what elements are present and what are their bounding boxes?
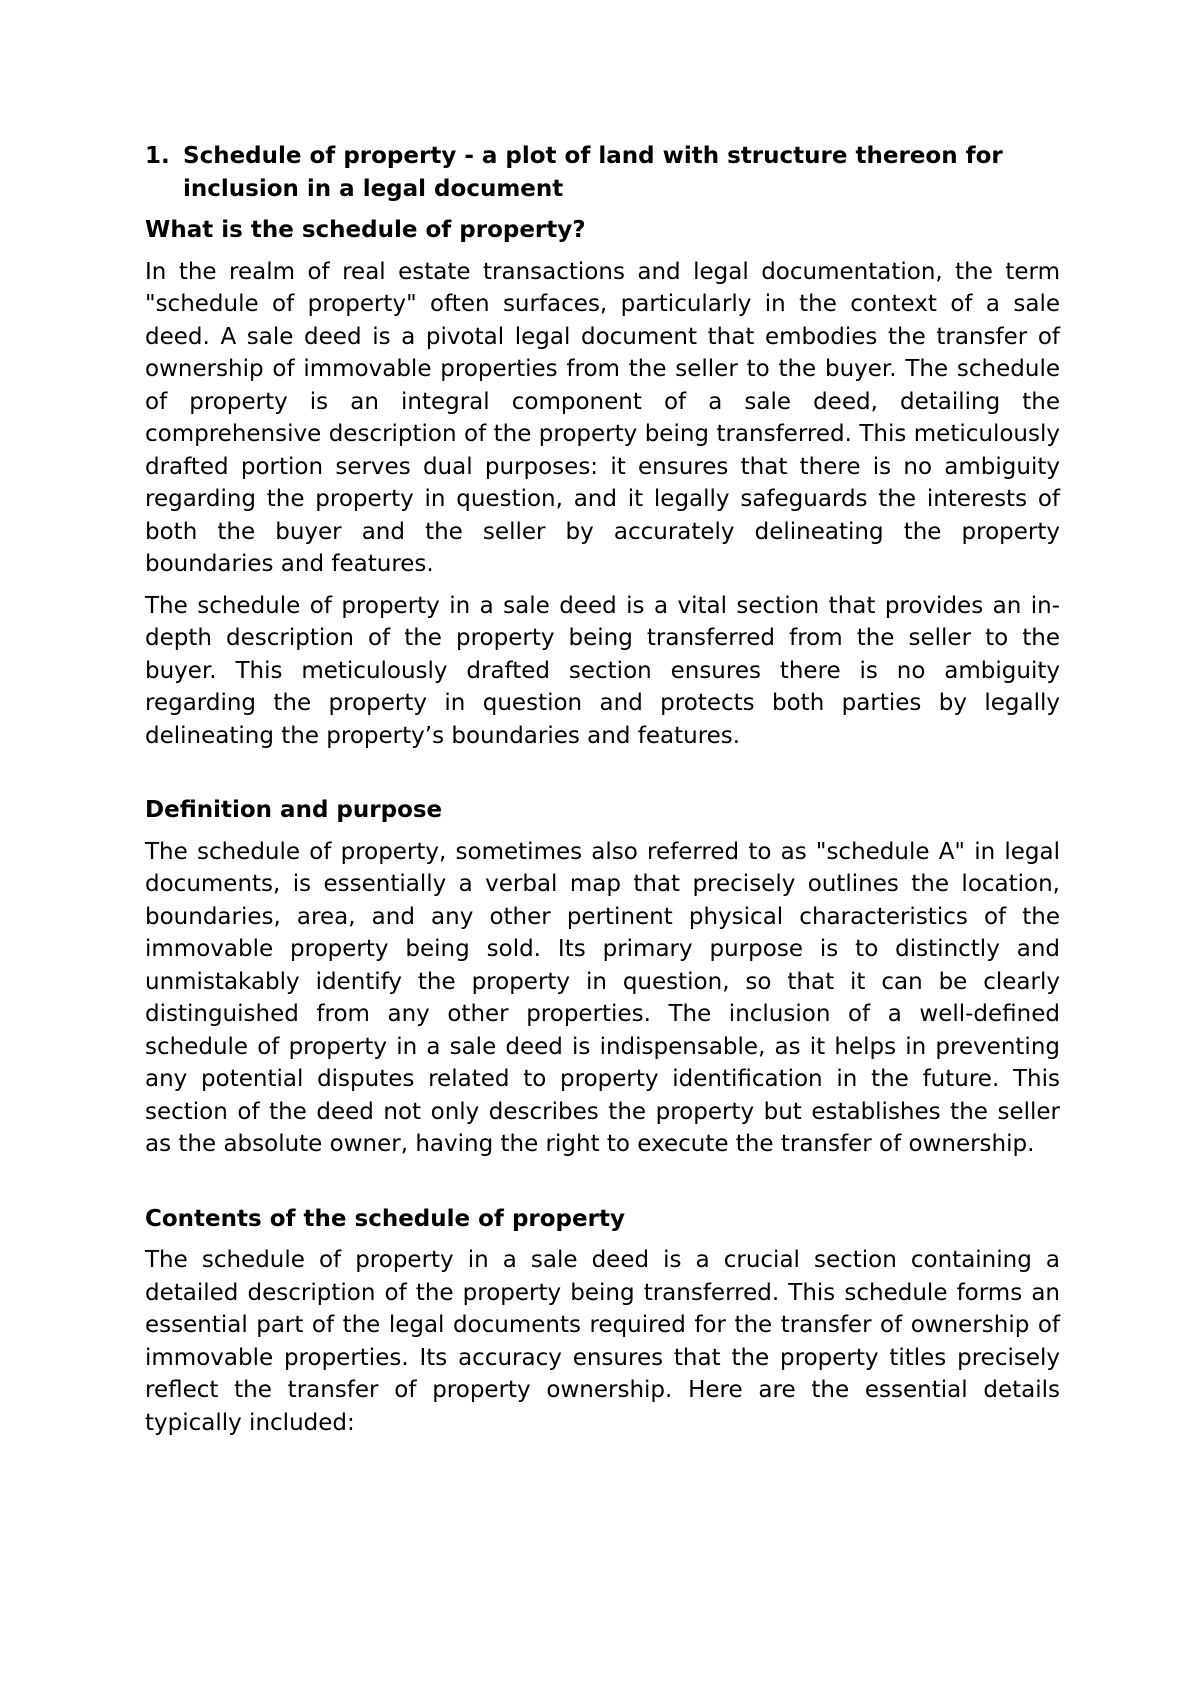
section-spacer: [145, 1170, 1060, 1203]
document-title: [145, 140, 1060, 205]
paragraph-summary: The schedule of property in a sale deed is a vital section that provides an in-depth description of the property being transferred from the seller to the buyer. This meticulously drafted section ensures there is no ambiguity regarding the property in question and protects both parties by legally delineating the property’s boundaries and features.: [145, 592, 1060, 749]
section-heading-definition: Definition and purpose: [145, 797, 443, 823]
paragraph-intro: In the realm of real estate transactions and legal documentation, the term "schedule of property" often surfaces, particularly in the context of a sale deed. A sale deed is a pivotal legal document that embodies the transfer of ownership of immovable properties from the seller to the buyer. The schedule of property is an integral component of a sale deed, detailing the comprehensive description of the property being transferred. This meticulously drafted portion serves dual purposes: it ensures that there is no ambiguity regarding the property in question, and it legally safeguards the interests of both the buyer and the seller by accurately delineating the property boundaries and features.: [145, 258, 1060, 577]
document-page: [145, 140, 1060, 1448]
section-heading-what-is: What is the schedule of property?: [145, 217, 586, 243]
title-text: Schedule of property - a plot of land with structure thereon for inclusion in a legal document: [183, 143, 1003, 202]
section-spacer: [145, 761, 1060, 794]
title-number: 1.: [145, 143, 170, 169]
paragraph-definition: The schedule of property, sometimes also referred to as "schedule A" in legal documents, is essentially a verbal map that precisely outlines the location, boundaries, area, and any other pertinent physical characteristics of the immovable property being sold. Its primary purpose is to distinctly and unmistakably identify the property in question, so that it can be clearly distinguished from any other properties. The inclusion of a well-defined schedule of property in a sale deed is indispensable, as it helps in preventing any potential disputes related to property identification in the future. This section of the deed not only describes the property but establishes the seller as the absolute owner, having the right to execute the transfer of ownership.: [145, 838, 1060, 1157]
paragraph-contents: The schedule of property in a sale deed is a crucial section containing a detailed description of the property being transferred. This schedule forms an essential part of the legal documents required for the transfer of ownership of immovable properties. Its accuracy ensures that the property titles precisely reflect the transfer of property ownership. Here are the essential details typically included:: [145, 1247, 1060, 1436]
section-heading-contents: Contents of the schedule of property: [145, 1205, 625, 1232]
